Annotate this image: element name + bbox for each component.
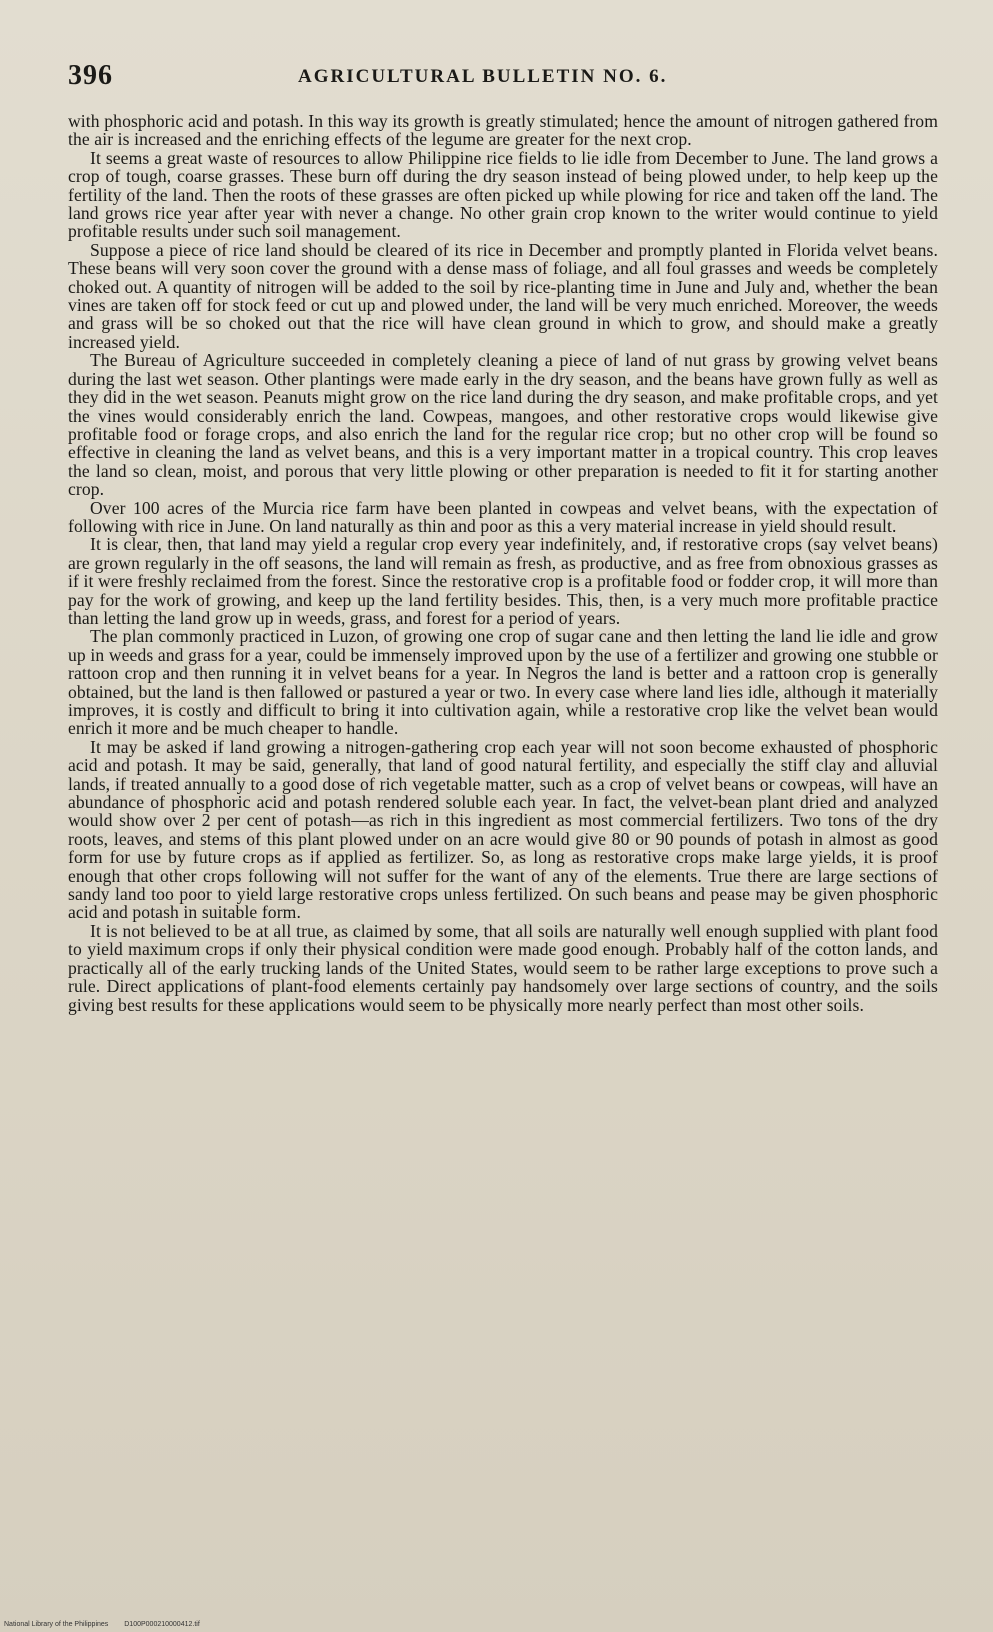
paragraph: It seems a great waste of resources to allow Philippine rice fields to lie idle from December to June. The land grows a crop of tough, coarse grasses. These burn off during the dry season instead of being plowed under, to help keep up the fertility of the land. Then the roots of these grasses are often picked up while plowing for rice and taken off the land. The land grows rice year after year with never a change. No other grain crop known to the writer would continue to yield profitable results under such soil management. — [68, 147, 938, 242]
paragraph: with phosphoric acid and potash. In this way its growth is greatly stimulated; hence the amount of nitrogen gathered from the air is increased and the enriching effects of the legume are greater for the next crop. — [68, 111, 938, 150]
footer-library: National Library of the Philippines — [4, 1621, 109, 1628]
running-title: AGRICULTURAL BULLETIN NO. 6. — [298, 66, 668, 87]
paragraph: It is clear, then, that land may yield a regular crop every year indefinitely, and, if restorative crops (say velvet beans) are grown regularly in the off seasons, the land will remain as fresh, as productive, and as free from obnoxious grasses as if it were freshly reclaimed from the forest. Since the restorative crop is a profitable food or fodder crop, it will more than pay for the work of growing, and keep up the land fertility besides. This, then, is a very much more profitable practice than letting the land grow up in weeds, grass, and forest for a period of years. — [68, 534, 938, 628]
paragraph: The plan commonly practiced in Luzon, of growing one crop of sugar cane and then letting the land lie idle and grow up in weeds and grass for a year, could be immensely improved upon by the use of a fertilizer and growing one stubble or rattoon crop and then running it in velvet beans for a year. In Negros the land is better and a rattoon crop is generally obtained, but the land is then fallowed or pastured a year or two. In every case where land lies idle, although it materially improves, it is costly and difficult to bring it into cultivation again, while a restorative crop like the velvet bean would enrich it more and be much cheaper to handle. — [68, 626, 938, 739]
scan-footer — [4, 1621, 214, 1628]
paragraph: Suppose a piece of rice land should be cleared of its rice in December and promptly planted in Florida velvet beans. These beans will very soon cover the ground with a dense mass of foliage, and all foul grasses and weeds be completely choked out. A quantity of nitrogen will be added to the soil by rice-planting time in June and July and, whether the bean vines are taken off for stock feed or cut up and plowed under, the land will be very much enriched. Moreover, the weeds and grass will be so choked out that the rice will have clean ground in which to grow, and should make a greatly increased yield. — [68, 239, 938, 352]
paragraph: The Bureau of Agriculture succeeded in completely cleaning a piece of land of nut grass by growing velvet beans during the last wet season. Other plantings were made early in the dry season, and the beans have grown fully as well as they did in the wet season. Peanuts might grow on the rice land during the dry season, and make profitable crops, and yet the vines would considerably enrich the land. Cowpeas, mangoes, and other restorative crops would likewise give profitable food or forage crops, and also enrich the land for the regular rice crop; but no other crop will be found so effective in cleaning the land as velvet beans, and this is a very important matter in a tropical country. This crop leaves the land so clean, moist, and porous that very little plowing or other preparation is needed to fit it for starting another crop. — [68, 350, 938, 500]
body-text — [68, 112, 938, 1014]
page-header — [68, 60, 938, 100]
paragraph: It may be asked if land growing a nitrogen-gathering crop each year will not soon become exhausted of phosphoric acid and potash. It may be said, generally, that land of good natural fertility, and especially the stiff clay and alluvial lands, if treated annually to a good dose of rich vegetable matter, such as a crop of velvet beans or cowpeas, will have an abundance of phosphoric acid and potash rendered soluble each year. In fact, the velvet-bean plant dried and analyzed would show over 2 per cent of potash—as rich in this ingredient as most commercial fertilizers. Two tons of the dry roots, leaves, and stems of this plant plowed under on an acre would give 80 or 90 pounds of potash in almost as good form for use by future crops as if applied as fertilizer. So, as long as restorative crops make large yields, it is proof enough that other crops following will not suffer for the want of any of the elements. True there are large sections of sandy land too poor to yield large restorative crops unless fertilized. On such beans and pease may be given phosphoric acid and potash in suitable form. — [68, 736, 938, 923]
footer-identifier: D100P000210000412.tif — [124, 1621, 200, 1628]
paragraph: It is not believed to be at all true, as claimed by some, that all soils are naturally well enough supplied with plant food to yield maximum crops if only their physical condition were made good enough. Probably half of the cotton lands, and practically all of the early trucking lands of the United States, would seem to be rather large exceptions to prove such a rule. Direct applications of plant-food elements certainly pay handsomely over large sections of country, and the soils giving best results for these applications would seem to be physically more nearly perfect than most other soils. — [68, 920, 938, 1015]
paragraph: Over 100 acres of the Murcia rice farm have been planted in cowpeas and velvet beans, with the expectation of following with rice in June. On land naturally as thin and poor as this a very material increase in yield should result. — [68, 497, 938, 536]
page-number: 396 — [68, 60, 113, 91]
